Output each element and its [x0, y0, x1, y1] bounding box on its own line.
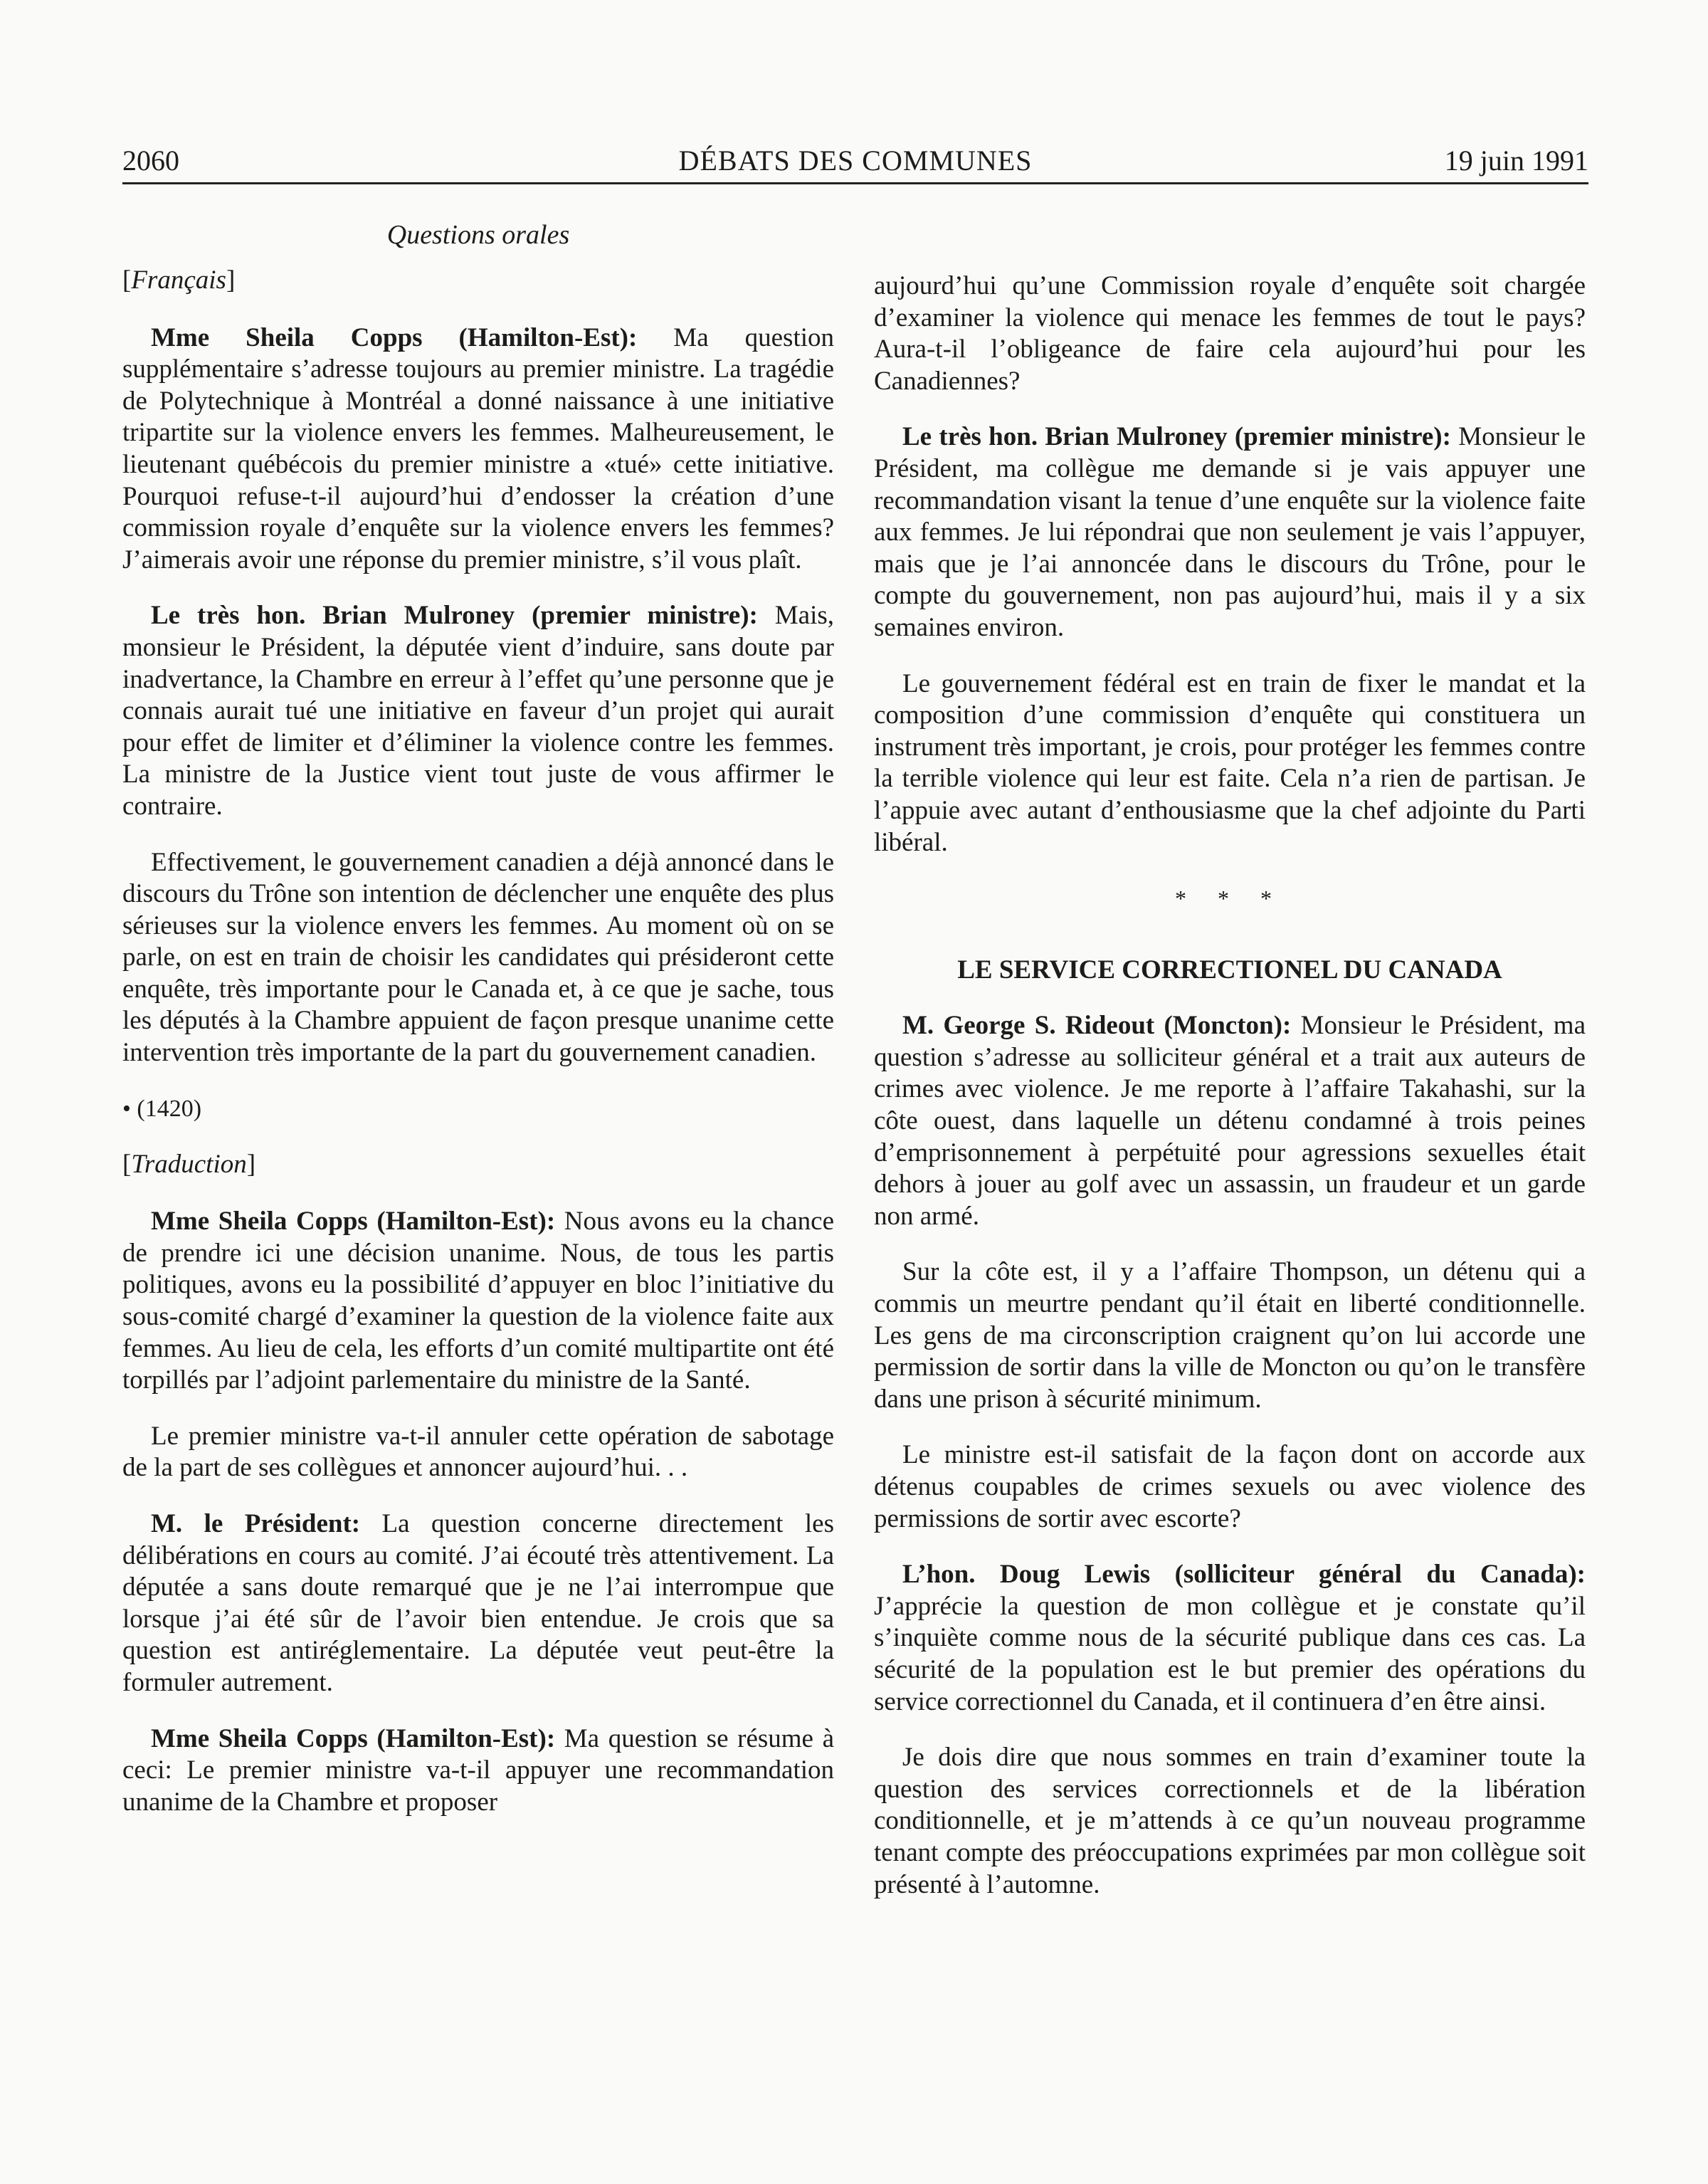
speech-text: J’apprécie la question de mon collègue et je constate qu’il s’inquiète comme nous de la sécurité publique dans ces cas. La sécurité de la population est le but premier des opérations du service correctionnel du Canada, et il continuera d’en être ainsi. [874, 1591, 1586, 1716]
speech-paragraph [874, 1010, 1586, 1232]
speech-paragraph: Effectivement, le gouvernement canadien a déjà annoncé dans le discours du Trône son intention de déclencher une enquête des plus sérieuses sur la violence envers les femmes. Au moment où on se parle, on est en train de choisir les candidates qui présideront cette enquête, très importante pour le Canada et, à ce que je sache, tous les députés à la Chambre appuient de façon presque unanime cette intervention très importante de la part du gouvernement canadien. [122, 847, 834, 1068]
speech-paragraph [874, 1559, 1586, 1718]
speech-text: Nous avons eu la chance de prendre ici une décision unanime. Nous, de tous les partis politiques, avons eu la possibilité d’appuyer en bloc l’initiative du sous-comité chargé d’examiner la question de la violence faite aux femmes. Au lieu de cela, les efforts d’un comité multipartite ont été torpillés par l’adjoint parlementaire du ministre de la Santé. [122, 1207, 834, 1395]
speech-paragraph: aujourd’hui qu’une Commission royale d’enquête soit chargée d’examiner la violence qui menace les femmes de tout le pays? Aura-t-il l’obligeance de faire cela aujourd’hui pour les Canadiennes? [874, 271, 1586, 396]
language-marker-text: Traduction [131, 1149, 247, 1179]
speaker-name: M. George S. Rideout (Moncton): [902, 1011, 1292, 1041]
speech-text: La question concerne directement les délibérations en cours au comité. J’ai écouté très attentivement. La députée a sans doute remarqué que je ne l’ai interrompue que lorsque j’ai été sûr de l’avoir bien entendue. Je crois que sa question est antiréglementaire. La députée veut peut-être la formuler autrement. [122, 1509, 834, 1697]
speech-paragraph: Sur la côte est, il y a l’affaire Thompson, un détenu qui a commis un meurtre pendant qu’il était en liberté conditionnelle. Les gens de ma circonscription craignent qu’on lui accorde une permission de sortir dans la ville de Moncton ou qu’on le transfère dans une prison à sécurité minimum. [874, 1257, 1586, 1414]
timestamp: • (1420) [122, 1095, 202, 1122]
publication-title: DÉBATS DES COMMUNES [678, 145, 1033, 177]
speech-paragraph [122, 1206, 834, 1397]
speech-paragraph [122, 1723, 834, 1819]
page-header [122, 140, 1588, 184]
speech-paragraph [122, 322, 834, 577]
speech-paragraph: Le ministre est-il satisfait de la façon dont on accorde aux détenus coupables de crimes sexuels ou avec violence des permissions de sortir avec escorte? [874, 1440, 1586, 1533]
section-separator: * * * [1175, 886, 1285, 912]
speech-paragraph [874, 421, 1586, 644]
speaker-name: M. le Président: [151, 1509, 361, 1538]
language-marker: [Français] [122, 266, 236, 295]
speech-paragraph [122, 1508, 834, 1699]
speaker-name: Mme Sheila Copps (Hamilton-Est): [151, 1723, 556, 1753]
publication-date: 19 juin 1991 [1444, 145, 1588, 177]
section-rubric: Questions orales [386, 220, 570, 250]
speaker-name: L’hon. Doug Lewis (solliciteur général du Canada): [902, 1560, 1586, 1590]
speech-text: Monsieur le Président, ma collègue me demande si je vais appuyer une recommandation visant la tenue d’une enquête sur la violence faite aux femmes. Je lui répondrai que non seulement je vais l’appuyer, mais que je l’ai annoncée dans le discours du Trône, pour le compte du gouvernement, non pas aujourd’hui, mais il y a six semaines environ. [874, 422, 1586, 642]
speaker-name: Le très hon. Brian Mulroney (premier ministre): [902, 422, 1451, 452]
speech-paragraph: Le premier ministre va-t-il annuler cette opération de sabotage de la part de ses collègues et annoncer aujourd’hui. . . [122, 1421, 834, 1483]
right-column [874, 271, 1586, 1925]
speaker-name: Mme Sheila Copps (Hamilton-Est): [151, 322, 638, 352]
speech-text: Ma question se résume à ceci: Le premier ministre va-t-il appuyer une recommandation unanime de la Chambre et proposer [122, 1723, 834, 1817]
speech-paragraph: Je dois dire que nous sommes en train d’examiner toute la question des services correctionnels et de la libération conditionnelle, et je m’attends à ce qu’un nouveau programme tenant compte des préoccupations exprimées par mon collègue soit présenté à l’automne. [874, 1743, 1586, 1899]
section-heading: LE SERVICE CORRECTIONEL DU CANADA [957, 955, 1502, 985]
speech-text: Mais, monsieur le Président, la députée vient d’induire, sans doute par inadvertance, la Chambre en erreur à l’effet qu’une personne que je connais aurait tué une initiative en faveur d’un projet qui aurait pour effet de limiter et d’éliminer la violence contre les femmes. La ministre de la Justice vient tout juste de vous affirmer le contraire. [122, 601, 834, 821]
page-number: 2060 [122, 145, 179, 177]
speech-paragraph: Le gouvernement fédéral est en train de fixer le mandat et la composition d’une commission d’enquête qui constituera un instrument très important, je crois, pour protéger les femmes contre la terrible violence qui leur est faite. Cela n’a rien de partisan. Je l’appuie avec autant d’enthousiasme que la chef adjointe du Parti libéral. [874, 668, 1586, 857]
left-column [122, 265, 834, 1842]
language-marker: [Traduction] [122, 1149, 256, 1179]
speaker-name: Le très hon. Brian Mulroney (premier ministre): [151, 601, 758, 631]
speech-paragraph [122, 600, 834, 822]
speech-text: Monsieur le Président, ma question s’adresse au solliciteur général et a trait aux auteurs de crimes avec violence. Je me reporte à l’affaire Takahashi, sur la côte ouest, dans laquelle un détenu condamné à trois peines d’emprisonnement à perpétuité pour agressions sexuelles était dehors à jouer au golf avec un assassin, un fraudeur et un garde non armé. [874, 1011, 1586, 1231]
speech-text: Ma question supplémentaire s’adresse toujours au premier ministre. La tragédie de Polytechnique à Montréal a donné naissance à une initiative tripartite sur la violence envers les femmes. Malheureusement, le lieutenant québécois du premier ministre a «tué» cette initiative. Pourquoi refuse-t-il aujourd’hui d’endosser la création d’une commission royale d’enquête sur la violence envers les femmes? J’aimerais avoir une réponse du premier ministre, s’il vous plaît. [122, 322, 835, 574]
speaker-name: Mme Sheila Copps (Hamilton-Est): [151, 1207, 556, 1237]
language-marker-text: Français [131, 266, 226, 295]
